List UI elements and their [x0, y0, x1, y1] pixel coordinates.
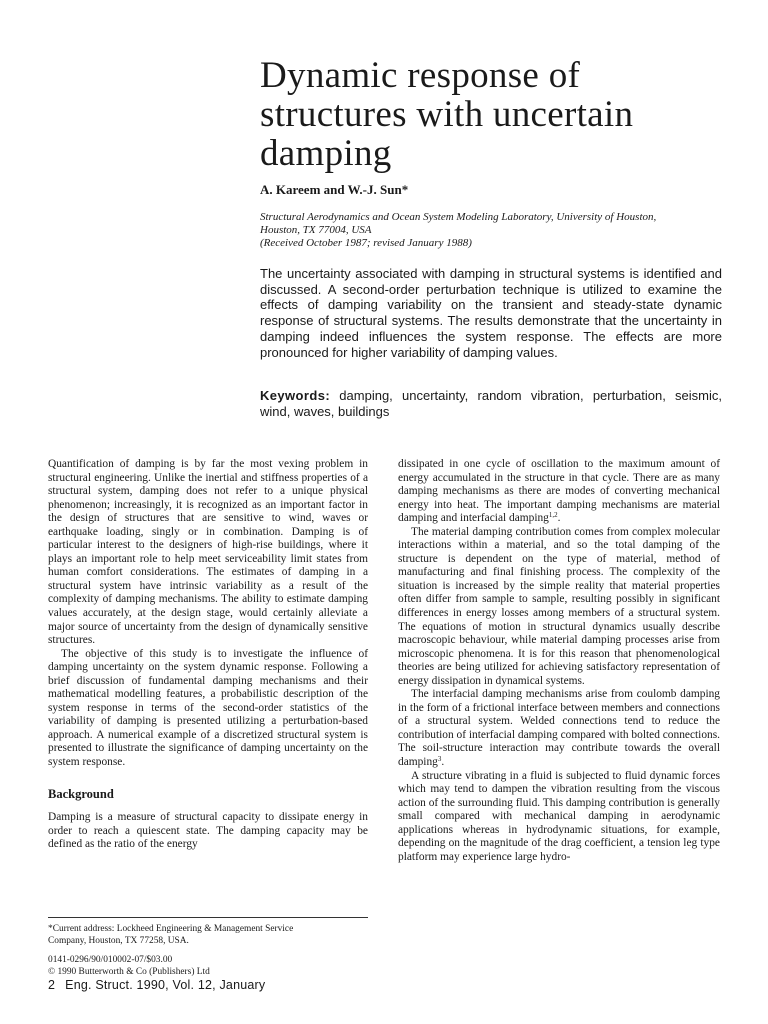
background-paragraph-2	[398, 458, 720, 526]
affiliation-line-1: Structural Aerodynamics and Ocean System Modeling Laboratory, University of Houston,	[260, 211, 657, 223]
paragraph-text: The interfacial damping mechanisms arise from coulomb damping in the form of a frictional interface between members and connections of a structural system. Welded connections tend to reduce the contribution of interfacial damping compared with bolted connections. The soil-structure interaction may contribute towards the overall damping	[398, 688, 721, 769]
intro-paragraph-1: Quantification of damping is by far the most vexing problem in structural engineering. Unlike the inertial and stiffness properties of a structural system, damping does not refer to a unique physical phenomenon; increasingly, it is recognized as an important factor in the design of structures that are sensitive to wind, waves or earthquake loading, singly or in combination. Damping is of particular interest to the designers of high-rise buildings, where it plays an important role to help meet serviceability limit states from human comfort considerations. The estimates of damping in a structural system have intrinsic variability as a result of the complexity of damping mechanisms. The ability to estimate damping values accurately, at the design stage, would certainly alleviate a major source of uncertainty from the design of dynamically sensitive structures.	[48, 458, 368, 647]
author-list: A. Kareem and W.-J. Sun*	[260, 182, 409, 197]
keywords	[260, 388, 722, 419]
paragraph-end: .	[557, 512, 561, 525]
publication-codes	[48, 955, 210, 978]
keywords-text: damping, uncertainty, random vibration, perturbation, seismic, wind, waves, buildings	[260, 388, 722, 419]
paragraph-text: dissipated in one cycle of oscillation to the maximum amount of energy accumulated in the structure in that cycle. There are as many damping mechanisms as there are modes of converting mechanical energy into heat. The important damping mechanisms are material damping and interfacial damping	[398, 458, 720, 525]
section-heading-background: Background	[48, 786, 114, 801]
fluid-damping-paragraph: A structure vibrating in a fluid is subjected to fluid dynamic forces which may tend to dampen the vibration resulting from the viscous action of the surrounding fluid. This damping contribution is generally small compared with mechanical damping in aerodynamic applications whereas in hydrodynamic situations, for example, depending on the magnitude of the drag coefficient, a tension leg type platform may experience large hydro-	[398, 769, 720, 863]
interfacial-damping-paragraph	[398, 688, 720, 769]
citation-ref: 1,2	[548, 511, 558, 520]
right-column	[398, 458, 720, 864]
footnote-line-2: Company, Houston, TX 77258, USA.	[48, 935, 189, 946]
left-column	[48, 458, 368, 852]
footnote-rule	[48, 917, 368, 918]
journal-footer	[48, 978, 265, 992]
title-line-2: structures with uncertain	[260, 94, 634, 135]
author-footnote	[48, 924, 370, 947]
affiliation-line-2: Houston, TX 77004, USA	[260, 224, 372, 236]
title-line-3: damping	[260, 133, 392, 174]
citation-ref: 3	[437, 755, 442, 764]
intro-paragraph-2: The objective of this study is to investigate the influence of damping uncertainty on the system dynamic response. Following a brief discussion of fundamental damping mechanisms and their mathematical modelling features, a probabilistic description of the system response in terms of the second-order statistics of the variability of damping is presented utilizing a perturbation-based approach. A numerical example of a discretized structural system is presented to illustrate the significance of damping uncertainty on the system response.	[48, 647, 368, 769]
footnote-line-1: *Current address: Lockheed Engineering & Management Service	[48, 924, 294, 934]
journal-citation: Eng. Struct. 1990, Vol. 12, January	[65, 978, 266, 992]
background-paragraph-1: Damping is a measure of structural capacity to dissipate energy in order to reach a quiescent state. The damping capacity may be defined as the ratio of the energy	[48, 811, 368, 851]
paragraph-end: .	[441, 756, 445, 769]
copyright-line: © 1990 Butterworth & Co (Publishers) Ltd	[48, 966, 210, 977]
material-damping-paragraph: The material damping contribution comes from complex molecular interactions within a material, and so the total damping of the structure is dependent on the type of material, method of manufacturing and final finishing process. The complexity of the situation is increased by the simple reality that material properties often differ from sample to sample, resulting possibly in significant differences in energy losses among members of a structural system. The equations of motion in structural dynamics usually describe macroscopic behaviour, while material damping processes arise from microscopic phenomena. It is for this reason that phenomenological theories are being utilized for achieving satisfactory representation of energy dissipation in dynamical systems.	[398, 525, 720, 687]
article-title	[260, 56, 740, 173]
keywords-label: Keywords:	[260, 388, 331, 403]
issn-code: 0141-0296/90/010002-07/$03.00	[48, 955, 173, 965]
abstract: The uncertainty associated with damping in structural systems is identified and discussed. A second-order perturbation technique is utilized to examine the effects of damping variability on the transient and steady-state dynamic response of structural systems. The results demonstrate that the uncertainty in damping indeed influences the system response. The effects are more pronounced for higher variability of damping values.	[260, 266, 722, 360]
affiliation	[260, 211, 730, 250]
title-line-1: Dynamic response of	[260, 55, 581, 96]
received-dates: (Received October 1987; revised January 1988)	[260, 237, 472, 249]
page-number: 2	[48, 978, 56, 992]
